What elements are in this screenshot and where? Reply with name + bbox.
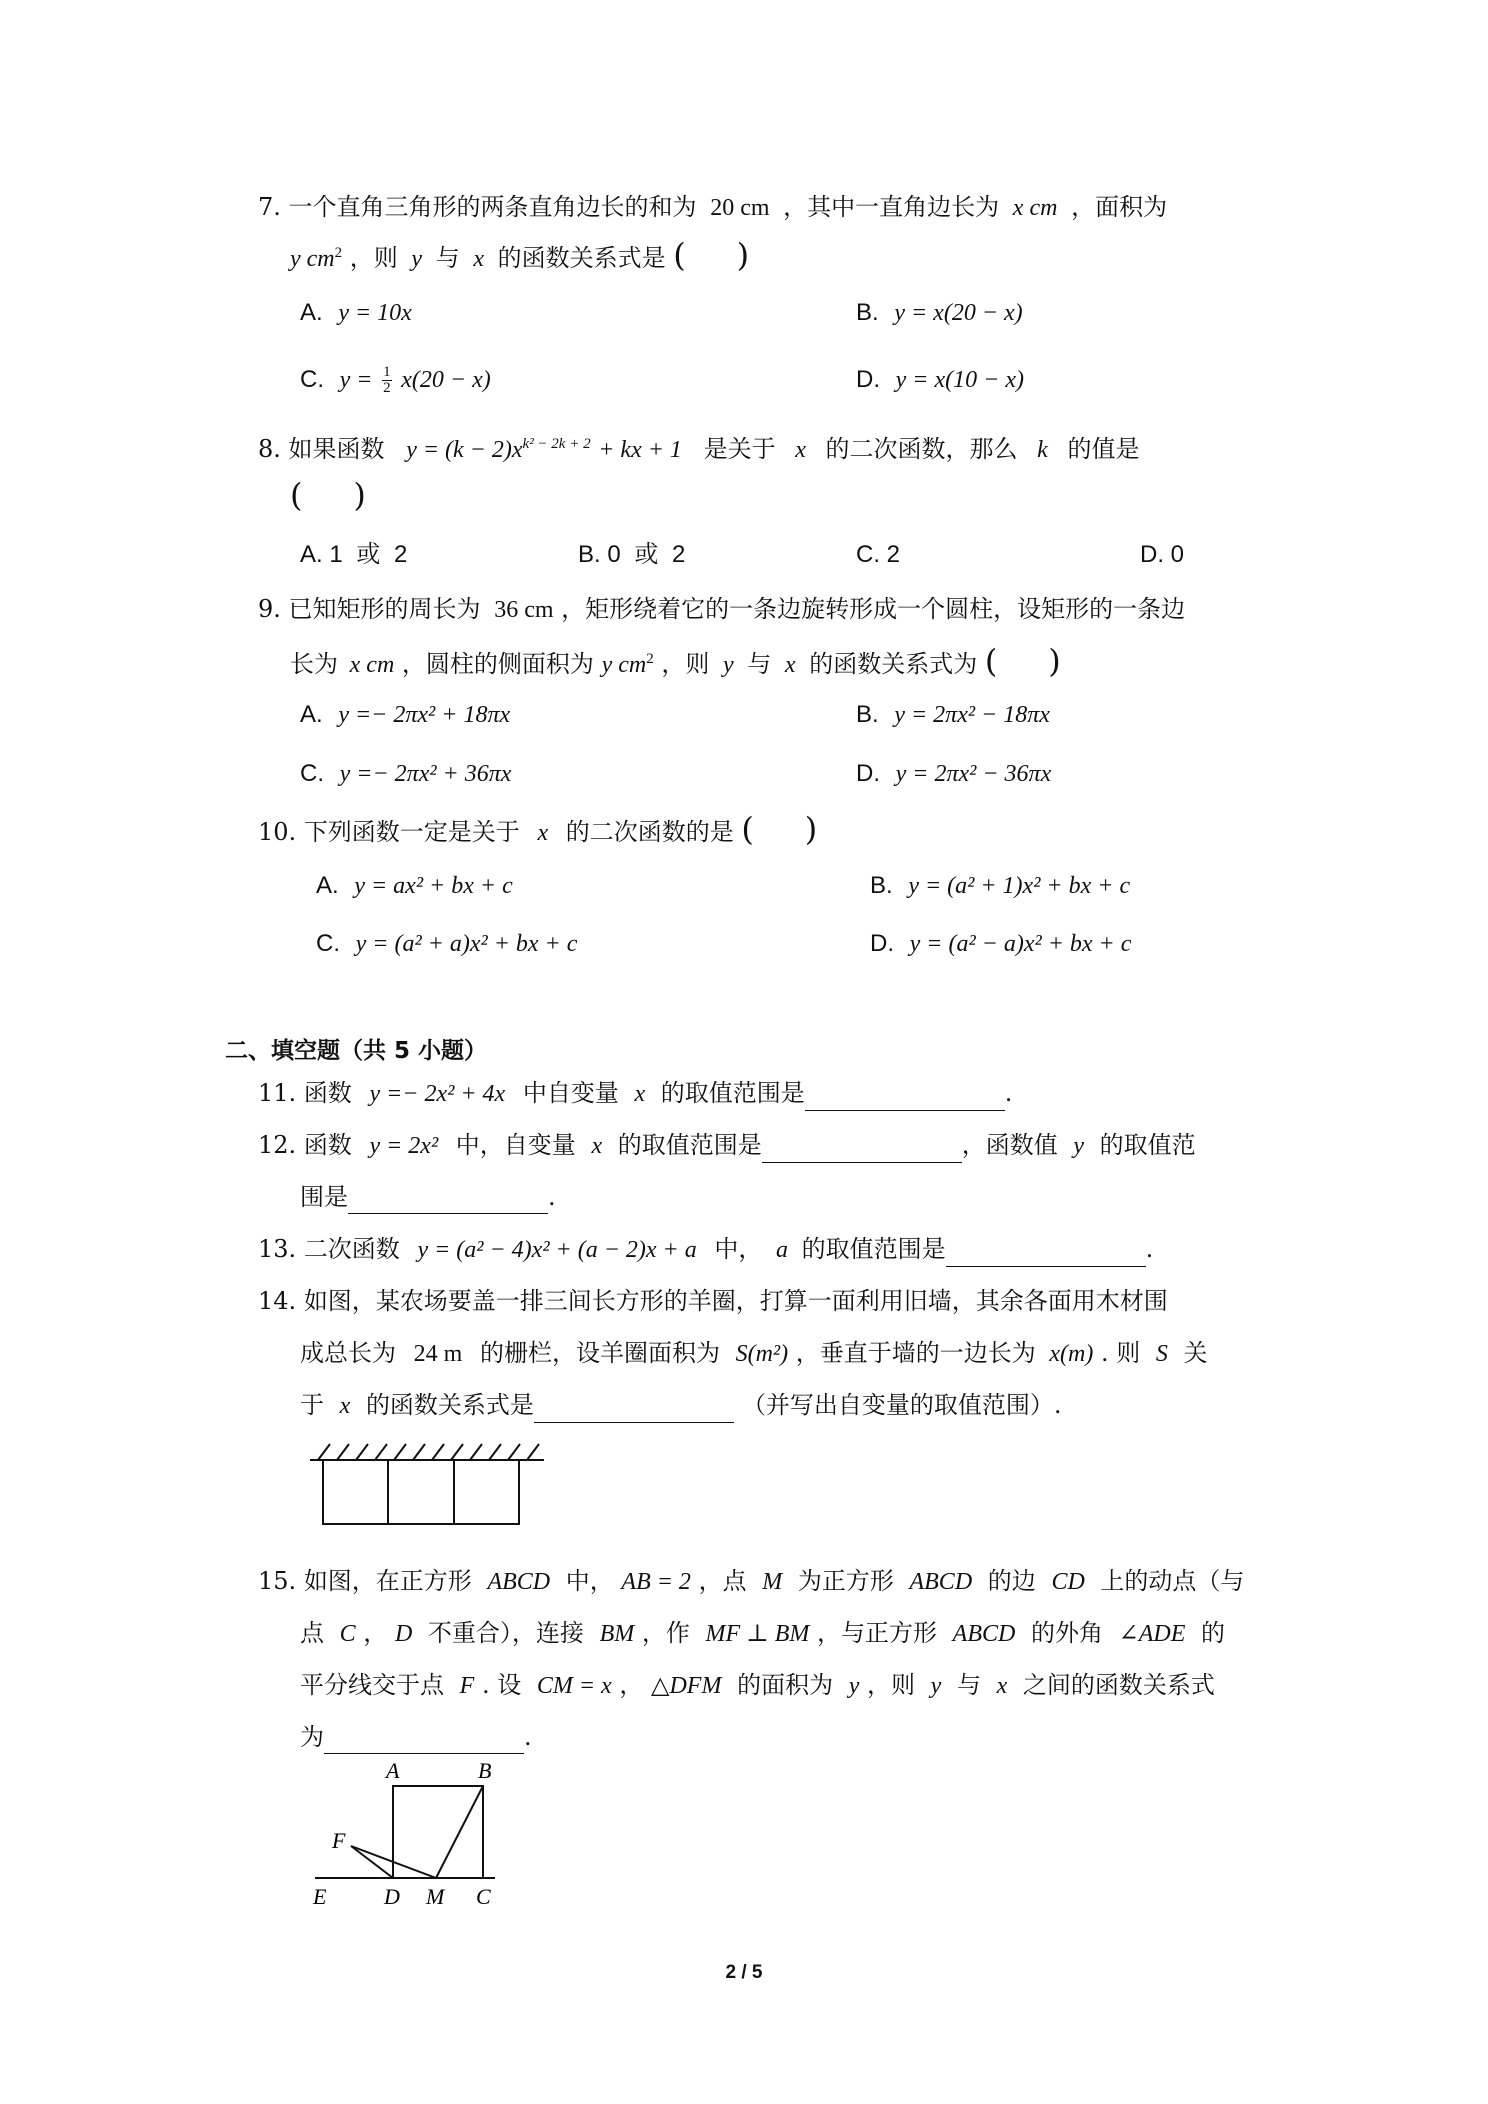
answer-blank[interactable] xyxy=(324,1727,524,1754)
question-number: 15. xyxy=(258,1567,297,1595)
text: 如图，在正方形 xyxy=(303,1567,472,1595)
option-label: D. xyxy=(856,760,880,787)
question-number: 7. xyxy=(258,193,281,221)
text: ，面积为 xyxy=(1071,193,1168,221)
option-label: B. xyxy=(856,701,879,728)
math: F xyxy=(459,1673,475,1699)
math: x xyxy=(634,1081,646,1107)
label-M: M xyxy=(426,1884,445,1909)
math: y = 2x² xyxy=(369,1133,439,1159)
label-A: A xyxy=(386,1758,400,1783)
text: 函数 xyxy=(303,1131,352,1159)
text: 或 xyxy=(356,540,381,568)
q8-option-a xyxy=(300,537,407,572)
label-D: D xyxy=(384,1884,400,1909)
math: y = (k − 2)x xyxy=(406,437,523,463)
question-number: 13. xyxy=(258,1235,297,1263)
question-12-line-2 xyxy=(300,1180,556,1214)
text: 的边 xyxy=(987,1567,1036,1595)
text: 中自变量 xyxy=(522,1079,619,1107)
option-label: A. xyxy=(300,701,323,728)
math: S(m²) xyxy=(735,1341,789,1367)
math: x xyxy=(339,1393,351,1419)
math: y xyxy=(722,652,734,678)
option-expression: y =− 2πx² + 36πx xyxy=(339,761,512,787)
math: 20 cm xyxy=(710,195,770,221)
sheep-pen-figure xyxy=(300,1432,560,1544)
question-13 xyxy=(258,1232,1153,1267)
option-label: C. xyxy=(300,760,324,787)
answer-blank[interactable] xyxy=(762,1136,962,1163)
q9-option-a xyxy=(300,697,510,732)
text: 的二次函数的是 xyxy=(565,818,734,846)
text: 中，自变量 xyxy=(455,1131,576,1159)
text: 的取值范围是 xyxy=(801,1235,946,1263)
option-expression: y = ax² + bx + c xyxy=(354,873,513,899)
text: 的函数关系式是 xyxy=(365,1391,534,1419)
label-E: E xyxy=(313,1884,327,1909)
numerator: 1 xyxy=(383,364,391,380)
option-expression: y = 2πx² − 18πx xyxy=(894,702,1050,728)
option-label: D. xyxy=(870,930,894,957)
text: . xyxy=(524,1723,532,1751)
pen-outline xyxy=(323,1460,519,1524)
answer-parentheses: ( ) xyxy=(290,476,366,514)
math: 24 m xyxy=(413,1341,463,1367)
text: 的面积为 xyxy=(737,1671,834,1699)
math: AB = 2 xyxy=(621,1569,691,1595)
text: ， xyxy=(619,1671,644,1699)
fraction xyxy=(382,365,392,396)
option-label: A. xyxy=(300,299,323,326)
text: 或 xyxy=(634,540,659,568)
q8-option-b xyxy=(578,537,685,572)
math: k xyxy=(1037,437,1048,463)
option-expression: y = 10x xyxy=(338,300,412,326)
label-F: F xyxy=(332,1828,346,1853)
question-15-line-2 xyxy=(300,1616,1225,1651)
text: 下列函数一定是关于 xyxy=(303,818,520,846)
text: ，则 xyxy=(867,1671,916,1699)
text: 的二次函数，那么 xyxy=(825,435,1018,463)
option-label: C. xyxy=(316,930,340,957)
math: y = (a² − 4)x² + (a − 2)x + a xyxy=(417,1237,697,1263)
text: 不重合），连接 xyxy=(427,1619,584,1647)
math: x cm xyxy=(1012,195,1058,221)
math: D xyxy=(394,1621,413,1647)
question-11 xyxy=(258,1076,1012,1111)
text: 中， xyxy=(565,1567,614,1595)
q10-option-c xyxy=(316,926,577,961)
math: y xyxy=(930,1673,942,1699)
math: x(m) xyxy=(1049,1341,1094,1367)
question-9-line-2: 长为 x cm ，圆柱的侧面积为 y $cm^2$ ，则 y 与 x 的函数关系式为 ( ) xyxy=(290,642,1061,680)
text: 的取值范围是 xyxy=(617,1131,762,1159)
text: . 设 xyxy=(481,1671,522,1699)
question-9-line-1 xyxy=(258,592,1185,627)
q10-option-b xyxy=(870,868,1130,903)
option-label: C. xyxy=(300,366,324,393)
text: 的取值范围是 xyxy=(660,1079,805,1107)
text: 中， xyxy=(714,1235,763,1263)
text: 之间的函数关系式 xyxy=(1022,1671,1215,1699)
option-expression: y = x(10 − x) xyxy=(895,367,1024,393)
text: 二次函数 xyxy=(303,1235,400,1263)
page-number: 2 / 5 xyxy=(725,1962,763,1983)
math: x xyxy=(537,820,549,846)
segment-bm xyxy=(436,1786,483,1878)
text: . xyxy=(1145,1235,1154,1263)
text: 长为 xyxy=(290,650,338,678)
math: CM = x xyxy=(536,1673,612,1699)
option-expression: y = (a² + a)x² + bx + c xyxy=(355,931,578,957)
option-value: 2 xyxy=(393,541,408,568)
math: x xyxy=(591,1133,603,1159)
q7-option-a xyxy=(300,295,412,330)
text: . xyxy=(548,1183,556,1211)
text: （并写出自变量的取值范围）. xyxy=(741,1391,1062,1419)
q9-option-b xyxy=(856,697,1050,732)
question-15-line-3 xyxy=(300,1668,1215,1703)
math: x cm xyxy=(349,652,395,678)
option-expression: y =− 2πx² + 18πx xyxy=(338,702,511,728)
math: y cm xyxy=(290,246,335,272)
math: ∠ADE xyxy=(1118,1621,1186,1647)
text: ，矩形绕着它的一条边旋转形成一个圆柱，设矩形的一条边 xyxy=(561,595,1186,623)
denominator: 2 xyxy=(383,380,391,396)
math: MF ⊥ BM xyxy=(705,1621,810,1647)
math: △DFM xyxy=(651,1673,722,1699)
label-B: B xyxy=(478,1758,492,1783)
math: M xyxy=(762,1569,783,1595)
math: y =− 2x² + 4x xyxy=(369,1081,506,1107)
text: 的栅栏，设羊圈面积为 xyxy=(479,1339,720,1367)
text: . xyxy=(1004,1079,1013,1107)
text: 为正方形 xyxy=(797,1567,894,1595)
q7-option-d xyxy=(856,362,1024,397)
question-number: 9. xyxy=(258,595,281,623)
question-number: 12. xyxy=(258,1131,297,1159)
q8-option-d xyxy=(1140,537,1184,572)
option-value: 2 xyxy=(671,541,686,568)
answer-parentheses: ( ) xyxy=(984,642,1061,680)
question-8-line-1 xyxy=(258,432,1139,467)
math: C xyxy=(339,1621,356,1647)
text: 是关于 xyxy=(703,435,776,463)
text: 与 xyxy=(956,1671,981,1699)
text: ，则 xyxy=(661,650,710,678)
text: ，点 xyxy=(698,1567,747,1595)
text: 关 xyxy=(1183,1339,1208,1367)
option-label: A. 1 xyxy=(300,541,343,568)
text: 的函数关系式是 xyxy=(497,244,666,272)
question-7-line-1 xyxy=(258,190,1167,225)
text: 的外角 xyxy=(1030,1619,1103,1647)
text: 如果函数 xyxy=(288,435,385,463)
text: ，与正方形 xyxy=(817,1619,938,1647)
label-C: C xyxy=(476,1884,491,1909)
math: ABCD xyxy=(909,1569,973,1595)
math: x xyxy=(795,437,806,463)
text: 于 xyxy=(300,1391,324,1419)
question-number: 14. xyxy=(258,1287,297,1315)
text: 函数 xyxy=(303,1079,352,1107)
math: CD xyxy=(1051,1569,1085,1595)
option-label: D. xyxy=(856,366,880,393)
text: 平分线交于点 xyxy=(300,1671,444,1699)
option-expression: y = (a² + 1)x² + bx + c xyxy=(908,873,1131,899)
math: x xyxy=(996,1673,1008,1699)
text: ，函数值 xyxy=(961,1131,1058,1159)
math: x xyxy=(784,652,796,678)
text: 的函数关系式为 xyxy=(809,650,978,678)
answer-blank[interactable] xyxy=(348,1187,548,1214)
question-14-line-3 xyxy=(300,1388,1062,1423)
segment-fd xyxy=(351,1846,393,1878)
q9-option-c xyxy=(300,756,511,791)
text: ，作 xyxy=(641,1619,690,1647)
section-title: 二、填空题（共 5 小题） xyxy=(225,1038,488,1064)
text: 围是 xyxy=(300,1183,348,1211)
exponent: k² − 2k + 2 xyxy=(522,436,591,452)
math: y xyxy=(411,246,423,272)
question-number: 8. xyxy=(258,435,281,463)
math: a xyxy=(776,1237,789,1263)
option-expression: y = (a² − a)x² + bx + c xyxy=(909,931,1132,957)
math: y cm xyxy=(601,652,647,678)
math: ABCD xyxy=(487,1569,551,1595)
text: ，其中一直角边长为 xyxy=(783,193,1000,221)
option-label: C. 2 xyxy=(856,541,901,568)
square-abcd xyxy=(393,1786,483,1878)
q10-option-a xyxy=(316,868,513,903)
text: ，垂直于墙的一边长为 xyxy=(795,1339,1036,1367)
math: 36 cm xyxy=(494,597,554,623)
question-number: 11. xyxy=(258,1079,297,1107)
math: + kx + 1 xyxy=(598,437,682,463)
question-7-line-2: y $cm^2$ ，则 y 与 x 的函数关系式是 ( ) xyxy=(290,236,750,274)
text: 的 xyxy=(1201,1619,1226,1647)
text: 为 xyxy=(300,1723,324,1751)
text: 与 xyxy=(435,244,460,272)
text: ，圆柱的侧面积为 xyxy=(401,650,594,678)
option-expression: y = x(20 − x) xyxy=(894,300,1023,326)
text: 的取值范 xyxy=(1099,1131,1196,1159)
text: 如图，某农场要盖一排三间长方形的羊圈，打算一面利用旧墙，其余各面用木材围 xyxy=(303,1287,1168,1315)
option-label: A. xyxy=(316,872,339,899)
question-15-line-1 xyxy=(258,1564,1244,1599)
option-label: D. 0 xyxy=(1140,541,1185,568)
text: 点 xyxy=(300,1619,324,1647)
q9-option-d xyxy=(856,756,1051,791)
answer-blank[interactable] xyxy=(805,1084,1005,1111)
math: S xyxy=(1155,1341,1168,1367)
math: y xyxy=(848,1673,860,1699)
option-label: B. xyxy=(870,872,893,899)
math: x xyxy=(473,246,485,272)
text: ， xyxy=(363,1619,388,1647)
option-label: B. 0 xyxy=(578,541,621,568)
answer-parentheses: ( ) xyxy=(673,236,750,274)
question-14-line-1 xyxy=(258,1284,1168,1318)
option-expression: y = 2πx² − 36πx xyxy=(895,761,1052,787)
answer-parentheses: ( ) xyxy=(741,810,818,848)
text: 成总长为 xyxy=(300,1339,396,1367)
option-expression: x(20 − x) xyxy=(401,367,491,393)
answer-blank[interactable] xyxy=(946,1240,1146,1267)
text: . 则 xyxy=(1101,1339,1141,1367)
text: 一个直角三角形的两条直角边长的和为 xyxy=(288,193,697,221)
math: y xyxy=(1073,1133,1085,1159)
text: ，则 xyxy=(349,244,398,272)
option-expression: y = xyxy=(339,367,373,393)
text: 与 xyxy=(747,650,772,678)
q7-option-c xyxy=(300,362,491,397)
question-14-line-2 xyxy=(300,1336,1208,1371)
answer-blank[interactable] xyxy=(534,1396,734,1423)
q8-option-c xyxy=(856,537,900,572)
question-12-line-1 xyxy=(258,1128,1196,1163)
q10-option-d xyxy=(870,926,1131,961)
text: 上的动点（与 xyxy=(1100,1567,1245,1595)
q7-option-b xyxy=(856,295,1023,330)
question-10-line-1 xyxy=(258,812,817,850)
math: ABCD xyxy=(952,1621,1016,1647)
option-label: B. xyxy=(856,299,879,326)
question-number: 10. xyxy=(258,818,297,846)
text: 的值是 xyxy=(1067,435,1140,463)
question-15-line-4 xyxy=(300,1720,532,1754)
math: BM xyxy=(599,1621,635,1647)
square-figure xyxy=(300,1756,530,1916)
question-8-line-2 xyxy=(290,478,366,515)
text: 已知矩形的周长为 xyxy=(288,595,481,623)
